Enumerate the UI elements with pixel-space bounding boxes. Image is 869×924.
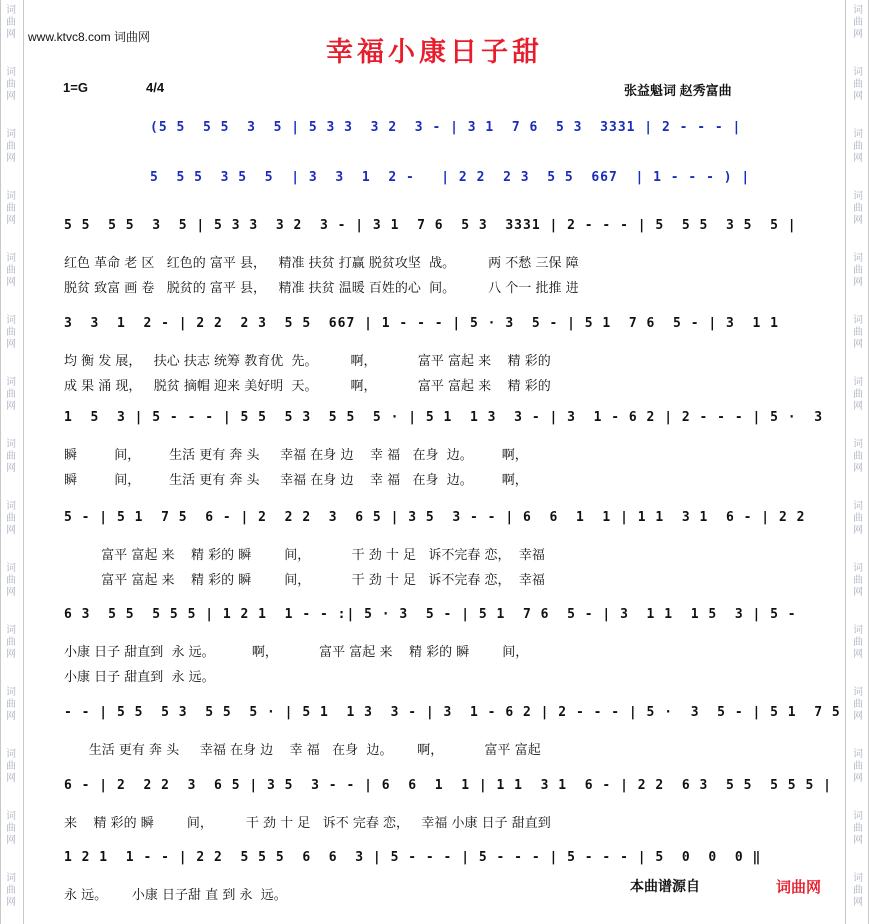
lyric-line: 富平 富起 来 精 彩的 瞬 间， 干 劲 十 足 诉不完春 恋， 幸福 <box>64 548 545 563</box>
watermark-text: 词 曲 网 <box>6 873 16 908</box>
intro-notation-line: (5 5 5 5 3 5 | 5 3 3 3 2 3 - | 3 1 7 6 5 3 3331 | 2 - - - | <box>150 120 742 135</box>
notation-line: - - | 5 5 5 3 5 5 5 · | 5 1 1 3 3 - | 3 1 - 6 2 | 2 - - - | 5 · 3 5 - | 5 1 7 5 <box>64 705 841 720</box>
watermark-text: 词 曲 网 <box>6 563 16 598</box>
notation-line: 6 3 5 5 5 5 5 | 1 2 1 1 - - :| 5 · 3 5 - | 5 1 7 6 5 - | 3 1 1 1 5 3 | 5 - <box>64 607 797 622</box>
watermark-text: 词 曲 网 <box>853 625 863 660</box>
notation-line: 5 5 5 5 3 5 | 5 3 3 3 2 3 - | 3 1 7 6 5 3 3331 | 2 - - - | 5 5 5 3 5 5 | <box>64 218 797 233</box>
watermark-text: 词 曲 网 <box>853 687 863 722</box>
watermark-text: 词 曲 网 <box>853 749 863 784</box>
watermark-text: 词 曲 网 <box>853 5 863 40</box>
watermark-text: 词 曲 网 <box>853 253 863 288</box>
site-header: www.ktvc8.com 词曲网 <box>28 30 151 44</box>
watermark-text: 词 曲 网 <box>853 67 863 102</box>
watermark-text: 词 曲 网 <box>6 191 16 226</box>
watermark-text: 词 曲 网 <box>6 67 16 102</box>
time-signature: 4/4 <box>146 80 165 95</box>
lyric-line: 均 衡 发 展， 扶心 扶志 统筹 教育优 先。 啊， 富平 富起 来 精 彩的 <box>64 354 551 369</box>
watermark-text: 词 曲 网 <box>6 749 16 784</box>
lyric-line: 红色 革命 老 区 红色的 富平 县， 精准 扶贫 打赢 脱贫攻坚 战。 两 不愁 三保 障 <box>64 256 579 271</box>
lyric-line: 富平 富起 来 精 彩的 瞬 间， 干 劲 十 足 诉不完春 恋， 幸福 <box>64 573 545 588</box>
notation-line: 6 - | 2 2 2 3 6 5 | 3 5 3 - - | 6 6 1 1 | 1 1 3 1 6 - | 2 2 6 3 5 5 5 5 5 | <box>64 778 832 793</box>
song-title: 幸福小康日子甜 <box>326 37 543 68</box>
watermark-text: 词 曲 网 <box>6 439 16 474</box>
lyric-line: 生活 更有 奔 头 幸福 在身 边 幸 福 在身 边。 啊， 富平 富起 <box>64 743 541 758</box>
brand-logo: 词曲网 <box>776 878 822 896</box>
notation-line: 1 5 3 | 5 - - - | 5 5 5 3 5 5 5 · | 5 1 1 3 3 - | 3 1 - 6 2 | 2 - - - | 5 · 3 <box>64 410 824 425</box>
watermark-text: 词 曲 网 <box>853 439 863 474</box>
notation-line: 1 2 1 1 - - | 2 2 5 5 5 6 6 3 | 5 - - - | 5 - - - | 5 - - - | 5 0 0 0 ‖ <box>64 850 762 865</box>
watermark-text: 词 曲 网 <box>853 377 863 412</box>
watermark-text: 词 曲 网 <box>853 129 863 164</box>
watermark-text: 词 曲 网 <box>853 873 863 908</box>
watermark-text: 词 曲 网 <box>6 811 16 846</box>
watermark-text: 词 曲 网 <box>6 377 16 412</box>
lyric-line: 瞬 间， 生活 更有 奔 头 幸福 在身 边 幸 福 在身 边。 啊， <box>64 473 528 488</box>
lyric-line: 瞬 间， 生活 更有 奔 头 幸福 在身 边 幸 福 在身 边。 啊， <box>64 448 528 463</box>
watermark-text: 词 曲 网 <box>6 5 16 40</box>
watermark-text: 词 曲 网 <box>853 811 863 846</box>
lyric-line: 小康 日子 甜直到 永 远。 啊， 富平 富起 来 精 彩的 瞬 间， <box>64 645 529 660</box>
watermark-text: 词 曲 网 <box>853 563 863 598</box>
lyric-line: 小康 日子 甜直到 永 远。 <box>64 670 215 685</box>
watermark-text: 词 曲 网 <box>853 191 863 226</box>
watermark-text: 词 曲 网 <box>6 625 16 660</box>
notation-line: 5 - | 5 1 7 5 6 - | 2 2 2 3 6 5 | 3 5 3 - - | 6 6 1 1 | 1 1 3 1 6 - | 2 2 <box>64 510 806 525</box>
watermark-text: 词 曲 网 <box>6 253 16 288</box>
intro-notation-line: 5 5 5 3 5 5 | 3 3 1 2 - | 2 2 2 3 5 5 667 | 1 - - - ) | <box>150 170 751 185</box>
source-note: 本曲谱源自 <box>630 879 700 895</box>
lyric-line: 成 果 涌 现， 脱贫 摘帽 迎来 美好明 天。 啊， 富平 富起 来 精 彩的 <box>64 379 551 394</box>
lyric-line: 脱贫 致富 画 卷 脱贫的 富平 县， 精准 扶贫 温暖 百姓的心 间。 八 个一 批推 进 <box>64 281 579 296</box>
watermark-text: 词 曲 网 <box>6 501 16 536</box>
notation-line: 3 3 1 2 - | 2 2 2 3 5 5 667 | 1 - - - | 5 · 3 5 - | 5 1 7 6 5 - | 3 1 1 <box>64 316 779 331</box>
lyric-line: 来 精 彩的 瞬 间， 干 劲 十 足 诉不 完春 恋， 幸福 小康 日子 甜直到 <box>64 816 551 831</box>
credits: 张益魁词 赵秀富曲 <box>624 83 732 98</box>
watermark-text: 词 曲 网 <box>6 687 16 722</box>
watermark-text: 词 曲 网 <box>853 501 863 536</box>
watermark-text: 词 曲 网 <box>853 315 863 350</box>
watermark-text: 词 曲 网 <box>6 129 16 164</box>
lyric-line: 永 远。 小康 日子甜 直 到 永 远。 <box>64 888 287 903</box>
key-signature: 1=G <box>63 80 88 95</box>
watermark-text: 词 曲 网 <box>6 315 16 350</box>
